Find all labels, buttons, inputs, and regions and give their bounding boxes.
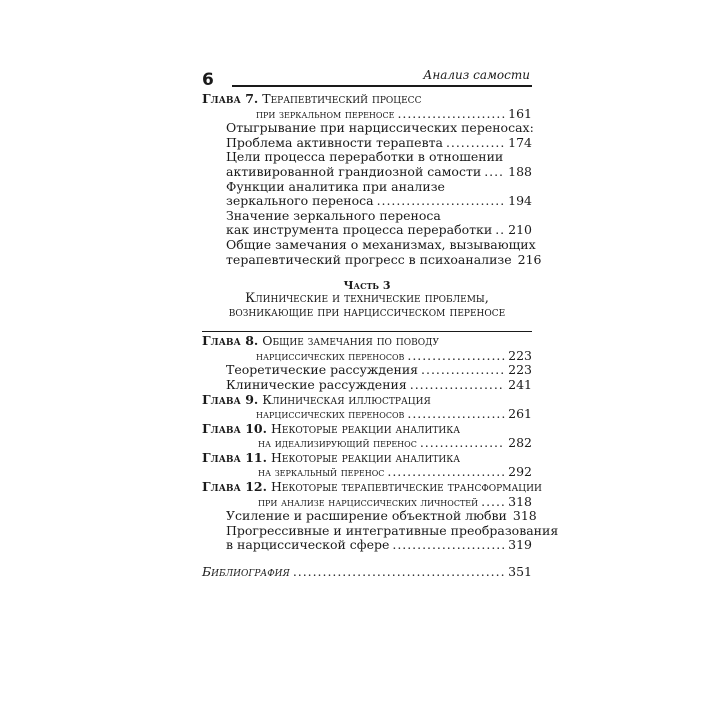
page-ref: 223 xyxy=(508,362,532,378)
page-ref: 161 xyxy=(508,105,532,121)
chapter-title: Некоторые реакции аналитика xyxy=(270,420,461,436)
toc-entry-section[interactable] xyxy=(202,236,542,267)
chapter-title-cont: при зеркальном переносе xyxy=(256,106,395,121)
toc-entry-section[interactable] xyxy=(202,378,532,393)
table-of-contents xyxy=(202,91,559,580)
section-title-cont: как инструмента процесса переработки xyxy=(226,222,493,238)
part-label: Часть 3 xyxy=(343,279,391,293)
page-ref: 351 xyxy=(508,564,532,580)
chapter-title: Клиническая иллюстрация xyxy=(262,391,431,407)
chapter-title: Некоторые терапевтические трансформации xyxy=(270,479,542,495)
toc-entry-chapter-10[interactable] xyxy=(202,422,532,451)
chapter-title: Терапевтический процесс xyxy=(262,91,422,106)
section-title-cont: в нарциссической сфере xyxy=(226,537,390,553)
toc-entry-bibliography[interactable] xyxy=(202,565,532,580)
dot-leader xyxy=(387,465,505,480)
dot-leader xyxy=(410,378,505,393)
dot-leader xyxy=(293,565,505,580)
chapter-title-cont: на идеализирующий перенос xyxy=(258,436,417,451)
part-heading xyxy=(202,279,532,320)
toc-entry-section[interactable] xyxy=(202,522,559,553)
page-ref: 188 xyxy=(508,163,532,179)
page-ref: 261 xyxy=(508,406,532,422)
part-rule xyxy=(202,331,532,332)
toc-entry-section[interactable] xyxy=(202,180,532,209)
page-number: 6 xyxy=(202,70,214,90)
toc-entry-section[interactable] xyxy=(202,209,532,238)
toc-entry-chapter-9[interactable] xyxy=(202,393,532,422)
page-ref: 241 xyxy=(508,376,532,392)
section-title: Теоретические рассуждения xyxy=(226,362,419,378)
chapter-title: Некоторые реакции аналитика xyxy=(270,449,461,465)
part-title: Клинические и технические проблемы, xyxy=(245,291,489,307)
dot-leader xyxy=(397,107,505,122)
section-title: Функции аналитика при анализе xyxy=(226,178,445,194)
toc-entry-chapter-8[interactable] xyxy=(202,334,532,363)
chapter-label: Глава 10. xyxy=(202,420,267,436)
running-title: Анализ самости xyxy=(423,68,530,82)
page-ref: 282 xyxy=(508,435,532,451)
chapter-label: Глава 11. xyxy=(202,449,267,465)
section-title-cont: терапевтический прогресс в психоанализе xyxy=(226,251,512,267)
section-title: Значение зеркального переноса xyxy=(226,207,441,223)
toc-page xyxy=(202,68,559,580)
section-title: Прогрессивные и интегративные преобразования xyxy=(226,522,559,538)
header-rule xyxy=(232,85,532,87)
dot-leader xyxy=(446,136,505,151)
section-title: Усиление и расширение объектной любви xyxy=(226,508,507,524)
page-ref: 318 xyxy=(508,493,532,509)
dot-leader xyxy=(420,436,505,451)
section-title: Клинические рассуждения xyxy=(226,376,407,392)
chapter-label: Глава 9. xyxy=(202,391,259,407)
section-title: Общие замечания о механизмах, вызывающих xyxy=(226,236,536,252)
dot-leader xyxy=(377,194,506,209)
toc-entry-section[interactable] xyxy=(202,150,532,179)
chapter-label: Глава 12. xyxy=(202,479,267,495)
section-title-cont: зеркального переноса xyxy=(226,193,374,209)
toc-entry-chapter-7[interactable] xyxy=(202,92,532,121)
dot-leader xyxy=(407,407,505,422)
toc-entry-chapter-11[interactable] xyxy=(202,451,532,480)
page-header xyxy=(202,68,532,92)
chapter-label: Глава 8. xyxy=(202,333,259,349)
part-title-cont: возникающие при нарциссическом переносе xyxy=(228,305,506,321)
dot-leader xyxy=(392,538,505,553)
section-title-cont: Проблема активности терапевта xyxy=(226,134,443,150)
chapter-label: Глава 7. xyxy=(202,91,259,106)
dot-leader xyxy=(407,349,505,364)
page-ref: 174 xyxy=(508,134,532,150)
page-ref: 194 xyxy=(508,193,532,209)
toc-entry-section[interactable] xyxy=(202,363,532,378)
page-ref: 318 xyxy=(512,508,537,524)
toc-entry-section[interactable] xyxy=(202,508,537,524)
chapter-title-cont: нарциссических переносов xyxy=(256,348,405,363)
dot-leader xyxy=(481,495,505,510)
toc-entry-chapter-12[interactable] xyxy=(202,479,542,509)
section-title-cont: активированной грандиозной самости xyxy=(226,163,482,179)
dot-leader xyxy=(495,223,505,238)
bibliography-title: Библиография xyxy=(202,564,290,580)
section-title: Цели процесса переработки в отношении xyxy=(226,149,504,165)
toc-entry-section[interactable] xyxy=(202,121,532,150)
chapter-title-cont: нарциссических переносов xyxy=(256,407,405,422)
page-ref: 210 xyxy=(508,222,532,238)
chapter-title: Общие замечания по поводу xyxy=(262,333,439,349)
page-ref: 223 xyxy=(508,347,532,363)
page-ref: 319 xyxy=(508,537,532,553)
dot-leader xyxy=(421,363,505,378)
page-ref: 216 xyxy=(517,251,542,267)
page-ref: 292 xyxy=(508,464,532,480)
section-title: Отыгрывание при нарциссических переносах: xyxy=(226,120,534,136)
dot-leader xyxy=(484,165,505,180)
chapter-title-cont: при анализе нарциссических личностей xyxy=(258,494,479,509)
chapter-title-cont: на зеркальный перенос xyxy=(258,465,385,480)
